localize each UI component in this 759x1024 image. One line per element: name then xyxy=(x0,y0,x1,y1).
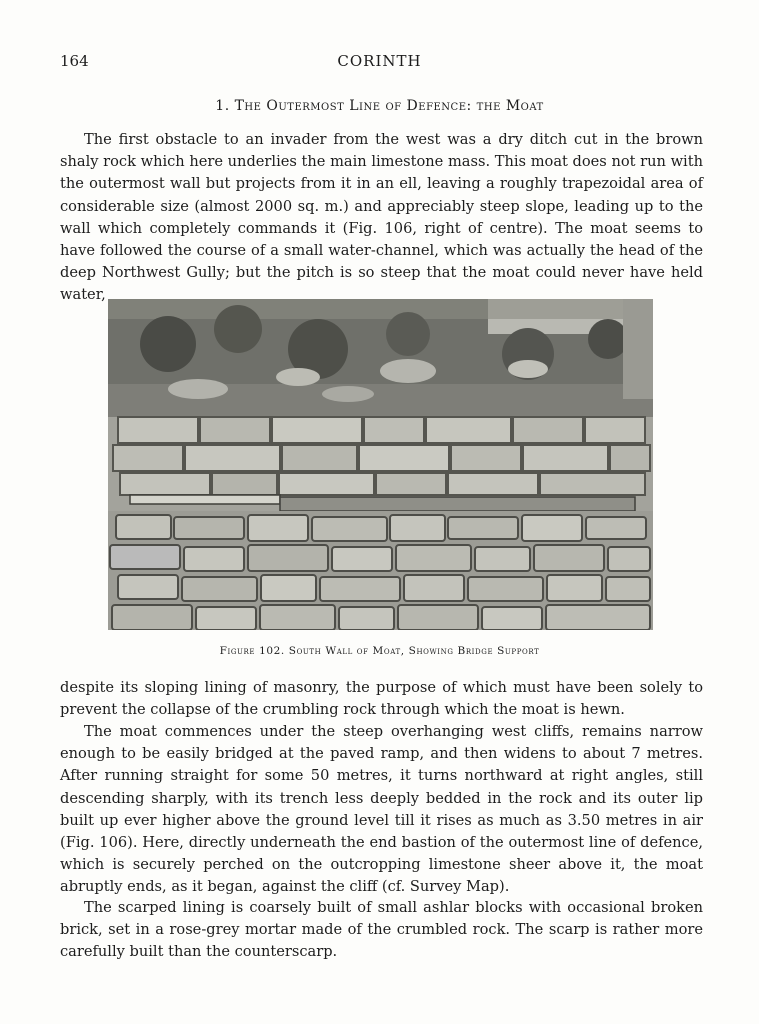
paragraph-3: The moat commences under the steep overhanging west cliffs, remains narrow enough to be easily bridged at the paved ramp, and then widens to about 7 metres. After running straight for some 50 metres, it turns northward at right angles, still descending sharply, with its trench less deeply bedded in the rock and its outer lip built up ever higher above the ground level till it rises as much as 3.50 metres in air (Fig. 106). Here, directly underneath the end bastion of the outermost line of defence, which is securely perched on the outcropping limestone sheer above it, the moat abruptly ends, as it began, against the cliff (cf. Survey Map). xyxy=(60,723,703,896)
figure-caption: Figure 102. South Wall of Moat, Showing Bridge Support xyxy=(219,645,540,657)
running-head: CORINTH xyxy=(337,52,422,70)
paragraph-1: The first obstacle to an invader from the west was a dry ditch cut in the brown shaly rock which here underlies the main limestone mass. This moat does not run with the outermost wall but projects from it in an ell, leaving a roughly trapezoidal area of considerable size (almost 2000 sq. m.) and appreciably steep slope, leading up to the wall which completely commands it (Fig. 106, right of centre). The moat seems to have followed the course of a small water-channel, which was actually the head of the deep Northwest Gully; but the pitch is so steep that the moat could never have held water, xyxy=(60,131,703,304)
paragraph-4: The scarped lining is coarsely built of small ashlar blocks with occasional broken brick, set in a rose-grey mortar made of the crumbled rock. The scarp is rather more carefully built than the counterscarp. xyxy=(60,899,703,961)
section-heading: 1. The Outermost Line of Defence: the Moat xyxy=(215,98,544,114)
paragraph-2: despite its sloping lining of masonry, the purpose of which must have been solely to prevent the collapse of the crumbling rock through which the moat is hewn. xyxy=(60,679,703,719)
stone-wall-photo xyxy=(108,299,653,630)
page-number: 164 xyxy=(60,52,89,70)
figure-photo xyxy=(108,299,653,630)
